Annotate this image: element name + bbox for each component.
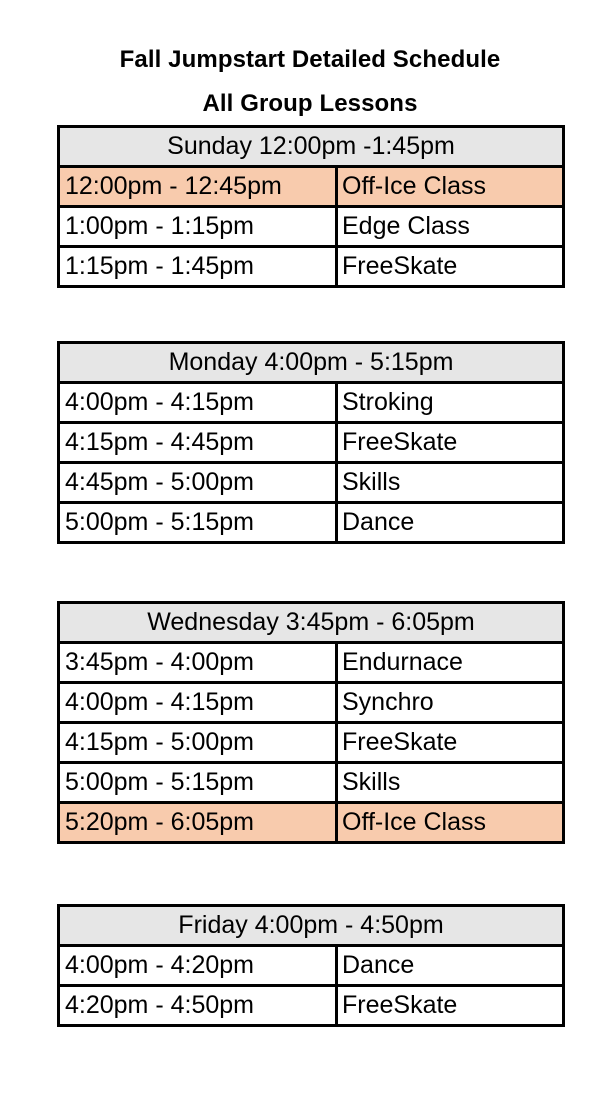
schedule-table-wednesday bbox=[57, 601, 565, 844]
day-header: Friday 4:00pm - 4:50pm bbox=[59, 906, 564, 946]
day-header-row bbox=[59, 906, 564, 946]
schedule-row bbox=[59, 763, 564, 803]
schedule-row bbox=[59, 207, 564, 247]
schedule-row bbox=[59, 803, 564, 843]
time-cell: 4:00pm - 4:15pm bbox=[59, 683, 337, 723]
time-cell: 4:15pm - 5:00pm bbox=[59, 723, 337, 763]
activity-cell: Skills bbox=[337, 463, 564, 503]
schedule-row bbox=[59, 683, 564, 723]
time-cell: 5:00pm - 5:15pm bbox=[59, 763, 337, 803]
schedule-row bbox=[59, 503, 564, 543]
schedule-row bbox=[59, 167, 564, 207]
schedule-row bbox=[59, 643, 564, 683]
time-cell: 1:00pm - 1:15pm bbox=[59, 207, 337, 247]
day-header-row bbox=[59, 343, 564, 383]
day-header: Sunday 12:00pm -1:45pm bbox=[59, 127, 564, 167]
page-subtitle: All Group Lessons bbox=[202, 90, 418, 117]
page-title: Fall Jumpstart Detailed Schedule bbox=[119, 46, 501, 73]
day-header: Wednesday 3:45pm - 6:05pm bbox=[59, 603, 564, 643]
schedule-table-sunday bbox=[57, 125, 565, 288]
activity-cell: Dance bbox=[337, 946, 564, 986]
activity-cell: Stroking bbox=[337, 383, 564, 423]
day-header-row bbox=[59, 127, 564, 167]
activity-cell: Dance bbox=[337, 503, 564, 543]
time-cell: 1:15pm - 1:45pm bbox=[59, 247, 337, 287]
time-cell: 4:45pm - 5:00pm bbox=[59, 463, 337, 503]
activity-cell: Endurnace bbox=[337, 643, 564, 683]
schedule-row bbox=[59, 247, 564, 287]
day-header-row bbox=[59, 603, 564, 643]
time-cell: 4:00pm - 4:15pm bbox=[59, 383, 337, 423]
activity-cell: FreeSkate bbox=[337, 423, 564, 463]
activity-cell: FreeSkate bbox=[337, 986, 564, 1026]
time-cell: 4:20pm - 4:50pm bbox=[59, 986, 337, 1026]
schedule-table-monday bbox=[57, 341, 565, 544]
activity-cell: FreeSkate bbox=[337, 723, 564, 763]
schedule-row bbox=[59, 946, 564, 986]
schedule-row bbox=[59, 383, 564, 423]
activity-cell: Skills bbox=[337, 763, 564, 803]
time-cell: 5:20pm - 6:05pm bbox=[59, 803, 337, 843]
time-cell: 5:00pm - 5:15pm bbox=[59, 503, 337, 543]
schedule-table-friday bbox=[57, 904, 565, 1027]
activity-cell: Synchro bbox=[337, 683, 564, 723]
time-cell: 12:00pm - 12:45pm bbox=[59, 167, 337, 207]
day-header: Monday 4:00pm - 5:15pm bbox=[59, 343, 564, 383]
activity-cell: Edge Class bbox=[337, 207, 564, 247]
activity-cell: Off-Ice Class bbox=[337, 167, 564, 207]
schedule-row bbox=[59, 463, 564, 503]
activity-cell: Off-Ice Class bbox=[337, 803, 564, 843]
activity-cell: FreeSkate bbox=[337, 247, 564, 287]
schedule-row bbox=[59, 986, 564, 1026]
schedule-row bbox=[59, 723, 564, 763]
time-cell: 3:45pm - 4:00pm bbox=[59, 643, 337, 683]
schedule-row bbox=[59, 423, 564, 463]
time-cell: 4:15pm - 4:45pm bbox=[59, 423, 337, 463]
time-cell: 4:00pm - 4:20pm bbox=[59, 946, 337, 986]
